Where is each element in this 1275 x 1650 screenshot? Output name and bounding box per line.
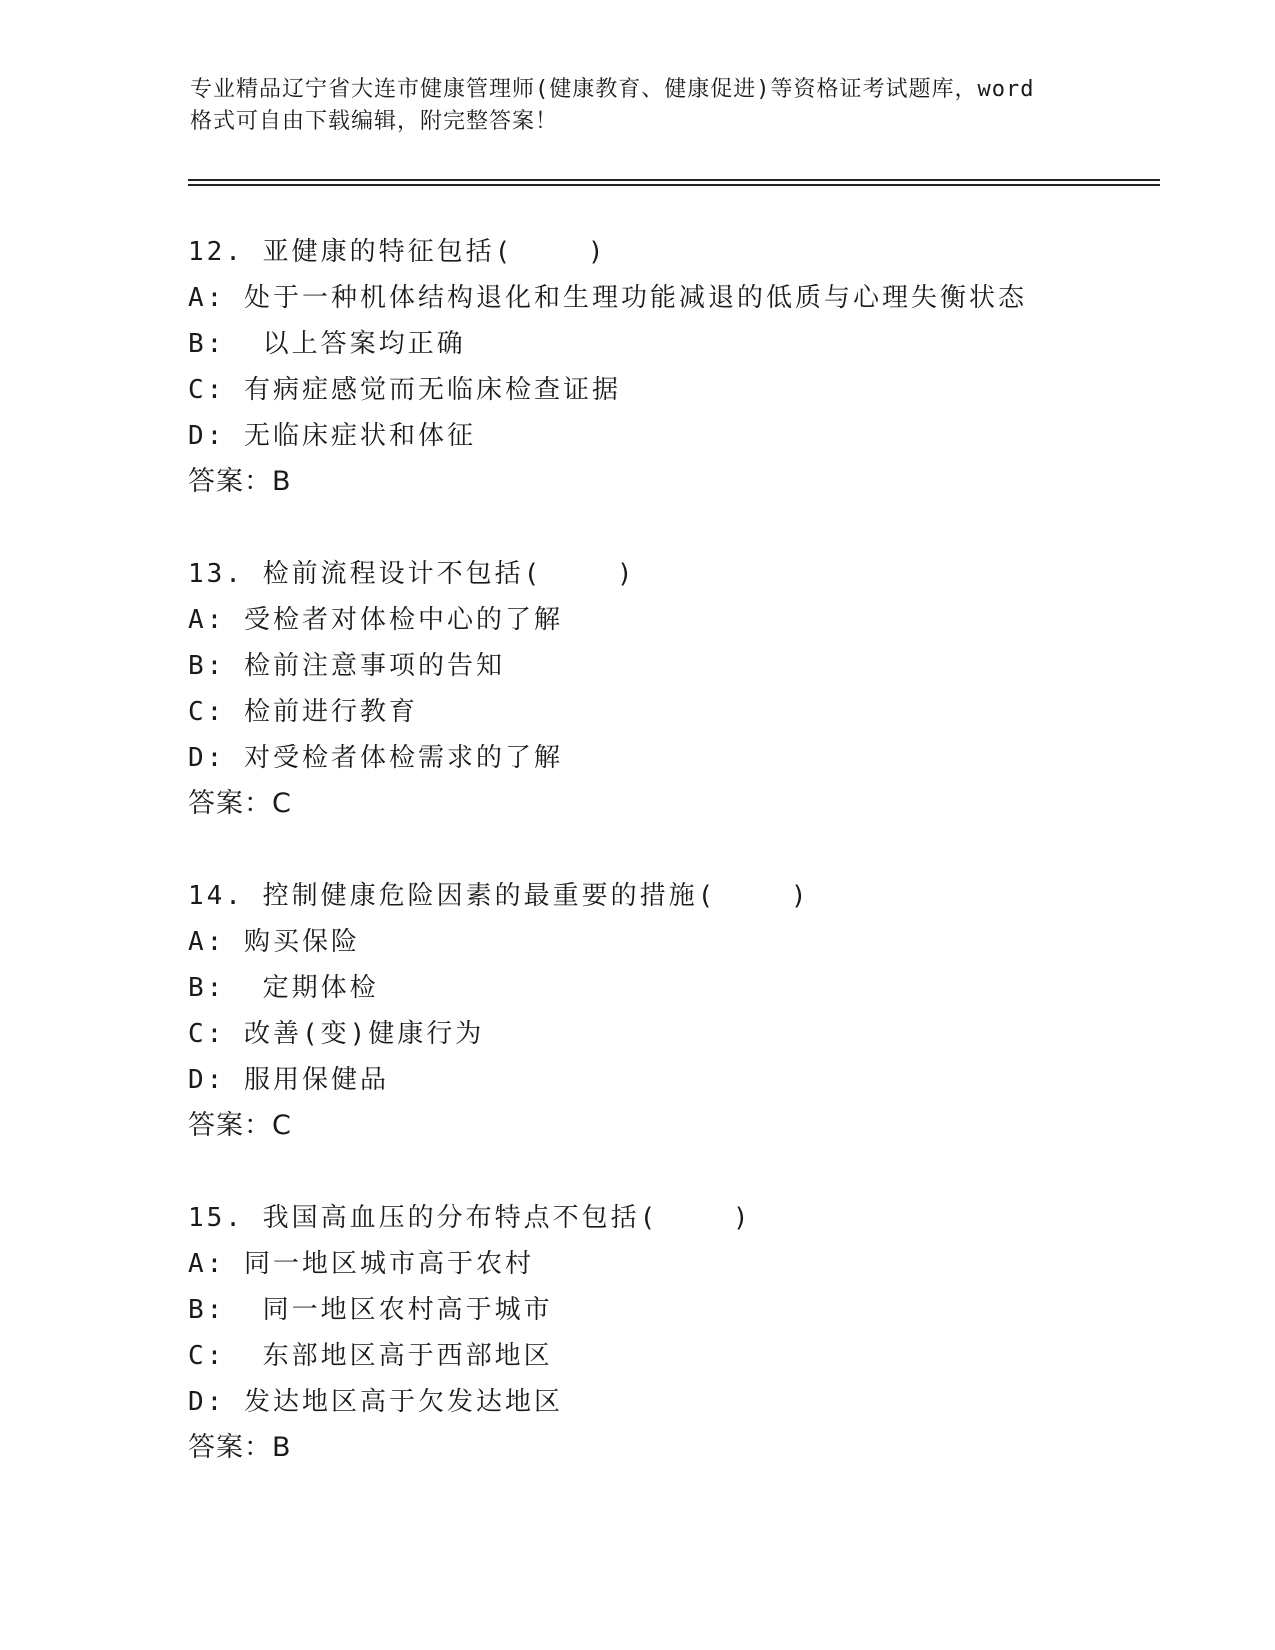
answer-value: B: [272, 1432, 292, 1463]
option-a: A: 处于一种机体结构退化和生理功能减退的低质与心理失衡状态: [188, 283, 1027, 313]
question-stem: 14. 控制健康危险因素的最重要的措施( ): [188, 881, 810, 911]
answer-label: 答案：: [188, 1110, 272, 1141]
question-13: [188, 551, 1148, 827]
header-line-1: 专业精品辽宁省大连市健康管理师(健康教育、健康促进)等资格证考试题库，word: [190, 77, 1035, 102]
document-header: [190, 74, 1090, 138]
header-divider-top: [188, 179, 1160, 181]
question-stem: 13. 检前流程设计不包括( ): [188, 559, 636, 589]
option-d: D: 对受检者体检需求的了解: [188, 743, 563, 773]
option-a: A: 同一地区城市高于农村: [188, 1249, 534, 1279]
option-b: B: 以上答案均正确: [188, 329, 466, 359]
answer-label: 答案：: [188, 1432, 272, 1463]
answer-value: B: [272, 466, 292, 497]
option-a: A: 受检者对体检中心的了解: [188, 605, 563, 635]
answer-line: [188, 781, 1148, 827]
question-stem: 12. 亚健康的特征包括( ): [188, 237, 607, 267]
answer-line: [188, 1103, 1148, 1149]
option-c: C: 检前进行教育: [188, 697, 418, 727]
question-15: [188, 1195, 1148, 1471]
answer-line: [188, 1425, 1148, 1471]
option-b: B: 定期体检: [188, 973, 379, 1003]
answer-label: 答案：: [188, 788, 272, 819]
answer-line: [188, 459, 1148, 505]
question-stem: 15. 我国高血压的分布特点不包括( ): [188, 1203, 752, 1233]
option-b: B: 检前注意事项的告知: [188, 651, 505, 681]
header-divider-bottom: [188, 184, 1160, 186]
option-a: A: 购买保险: [188, 927, 360, 957]
question-14: [188, 873, 1148, 1149]
option-b: B: 同一地区农村高于城市: [188, 1295, 553, 1325]
option-d: D: 发达地区高于欠发达地区: [188, 1387, 563, 1417]
answer-value: C: [272, 1110, 292, 1141]
option-c: C: 改善(变)健康行为: [188, 1019, 485, 1049]
header-line-2: 格式可自由下载编辑，附完整答案！: [190, 109, 559, 134]
option-c: C: 有病症感觉而无临床检查证据: [188, 375, 621, 405]
answer-label: 答案：: [188, 466, 272, 497]
answer-value: C: [272, 788, 292, 819]
question-12: [188, 229, 1148, 505]
option-d: D: 服用保健品: [188, 1065, 389, 1095]
option-d: D: 无临床症状和体征: [188, 421, 476, 451]
option-c: C: 东部地区高于西部地区: [188, 1341, 553, 1371]
